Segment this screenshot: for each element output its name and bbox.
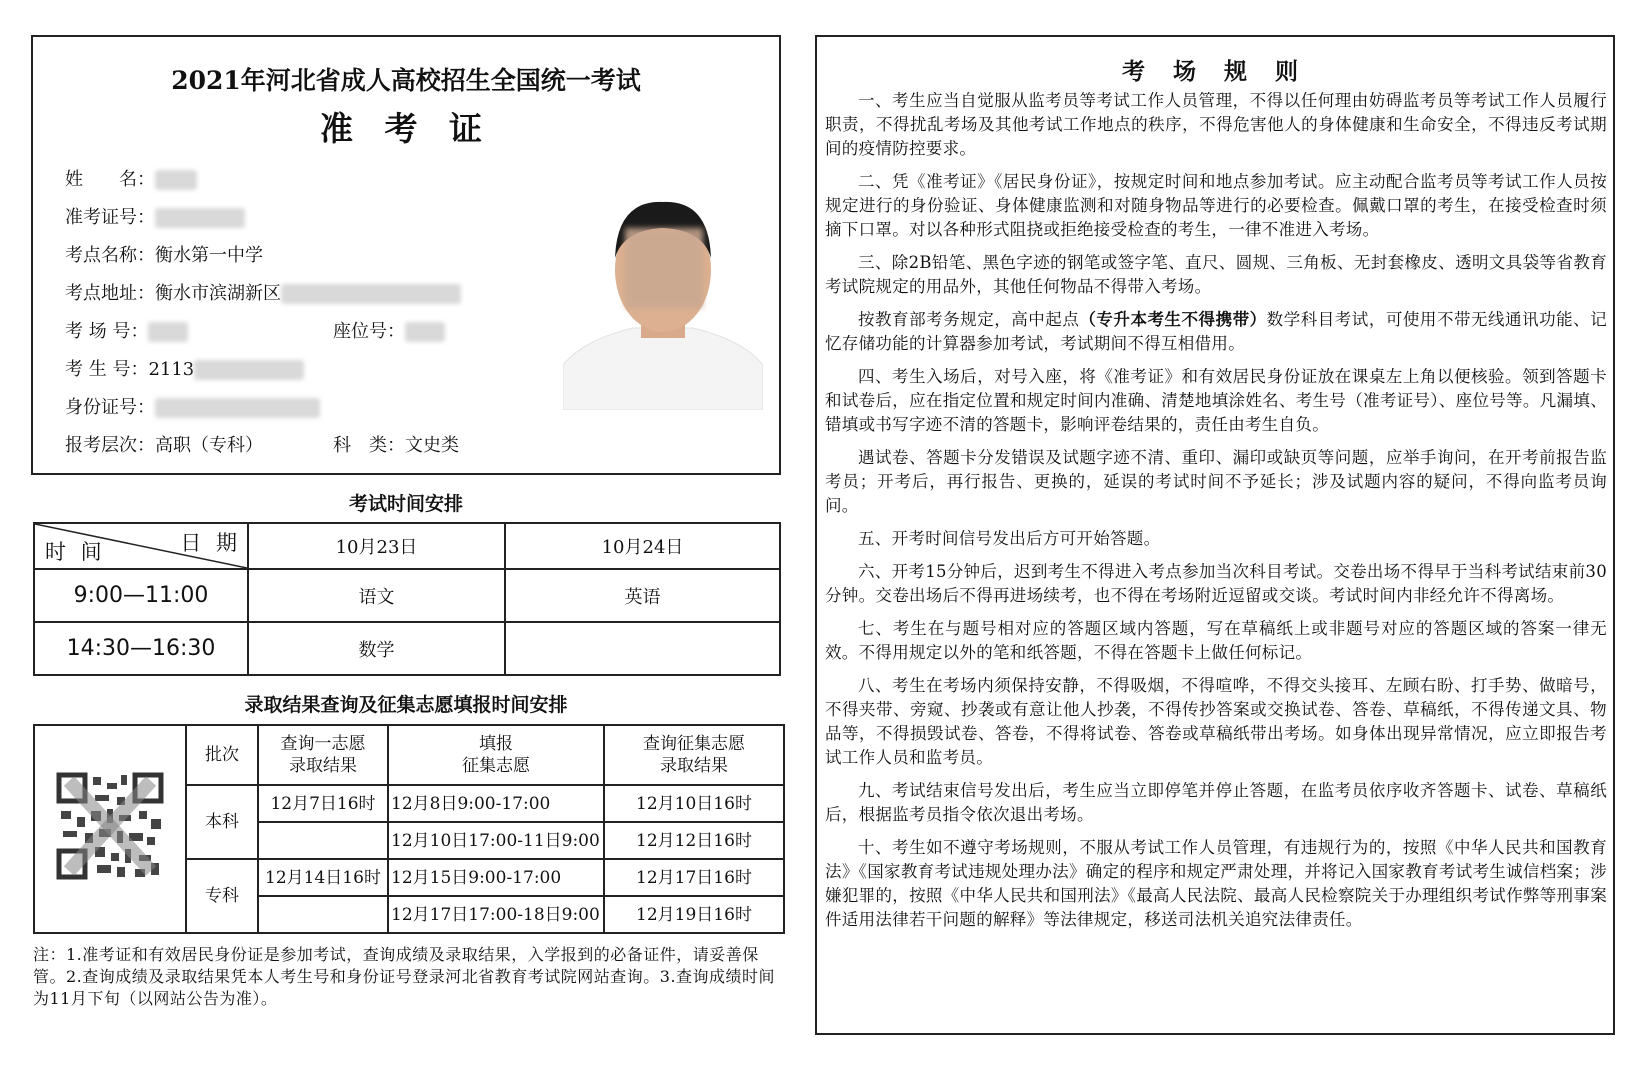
rule-item: 五、开考时间信号发出后方可开始答题。 <box>858 529 1161 548</box>
schedule-header-row <box>34 523 780 569</box>
subject-cell: 语文 <box>248 569 505 622</box>
redacted-ticket-number <box>155 208 245 228</box>
subject-cell <box>505 622 780 675</box>
rule-item: 八、考生在考场内须保持安静，不得吸烟，不得喧哗，不得交头接耳、左顾右盼、打手势、做暗号，不得夹带、旁窥、抄袭或有意让他人抄袭，不得传抄答案或交换试卷、答卷、草稿纸，不得传递文具、物品等，不得损毁试卷、答卷，不得将试卷、答卷或草稿纸带出考场。如身体出现异常情况，应立即报告考试工作人员和监考员。 <box>825 676 1607 767</box>
redacted-id-card <box>155 398 320 418</box>
batch-cell: 本科 <box>186 785 258 859</box>
category-value: 文史类 <box>405 435 459 456</box>
rule-item: 七、考生在与题号相对应的答题区域内答题，写在草稿纸上或非题号对应的答题区域的答案一律无效。不得用规定以外的笔和纸答题，不得在答题卡上做任何标记。 <box>825 619 1607 662</box>
category-label: 科 类： <box>333 435 405 456</box>
admission-header-row <box>34 725 784 785</box>
query-first-choice-header: 查询一志愿 录取结果 <box>258 725 388 785</box>
rule-item: 六、开考15分钟后，迟到考生不得进入考点参加当次科目考试。交卷出场不得早于当科考试结束前30分钟。交卷出场后不得再进场续考，也不得在考场附近逗留或交谈。考试时间内非经允许不得离场。 <box>825 562 1607 605</box>
rule-item: 一、考生应当自觉服从监考员等考试工作人员管理，不得以任何理由妨碍监考员等考试工作人员履行职责，不得扰乱考场及其他考试工作地点的秩序，不得危害他人的身体健康和生命安全，不得违反考试期间的疫情防控要求。 <box>825 91 1607 158</box>
query-supplementary-cell: 12月10日16时 <box>604 785 784 822</box>
id-card-label: 身份证号： <box>65 397 155 418</box>
diagonal-header-cell <box>34 523 248 569</box>
card-title: 2021年河北省成人高校招生全国统一考试 <box>171 66 641 95</box>
rule-item-calculator <box>825 308 1607 356</box>
student-number-label: 考 生 号： <box>65 359 149 380</box>
rule-item: 九、考试结束信号发出后，考生应当立即停笔并停止答题，在监考员依序收齐答题卡、试卷、草稿纸后，根据监考员指令依次退出考场。 <box>825 781 1607 824</box>
time-header: 时 间 <box>45 540 106 564</box>
query-supplementary-cell: 12月12日16时 <box>604 822 784 859</box>
rule-item: 三、除2B铅笔、黑色字迹的钢笔或签字笔、直尺、圆规、三角板、无封套橡皮、透明文具袋等省教育考试院规定的用品外，其他任何物品不得带入考场。 <box>825 253 1607 296</box>
room-number-field <box>65 317 188 343</box>
student-number-value: 2113 <box>148 359 195 380</box>
student-number-field <box>65 355 304 381</box>
query-first-choice-cell <box>258 896 388 933</box>
batch-cell: 专科 <box>186 859 258 933</box>
rule-text: 数学科目考试，可使用不带无线通讯功能、记忆存储功能的计算器参加考试，考试期间不得互相借用。 <box>825 310 1607 353</box>
query-first-choice-cell <box>258 822 388 859</box>
query-supplementary-cell: 12月19日16时 <box>604 896 784 933</box>
admission-ticket-card <box>31 35 781 475</box>
exam-schedule-table <box>33 522 781 676</box>
rule-item: 四、考生入场后，对号入座，将《准考证》和有效居民身份证放在课桌左上角以便核验。领到答题卡和试卷后，应在指定位置和规定时间内准确、清楚地填涂姓名、考生号（准考证号）、座位号等。凡漏填、错填或书写字迹不清的答题卡，影响评卷结果的，责任由考生自负。 <box>825 367 1607 434</box>
candidate-photo <box>563 180 763 410</box>
time-slot: 9:00—11:00 <box>34 569 248 622</box>
time-slot: 14:30—16:30 <box>34 622 248 675</box>
level-value: 高职（专科） <box>155 435 263 456</box>
subject-cell: 数学 <box>248 622 505 675</box>
admission-schedule-table <box>33 724 785 934</box>
level-field <box>65 431 263 457</box>
ticket-number-label: 准考证号： <box>65 207 155 228</box>
date-2-header: 10月24日 <box>505 523 780 569</box>
redacted-address <box>281 284 461 304</box>
rules-title: 考 场 规 则 <box>1121 58 1309 85</box>
rules-body <box>825 89 1607 941</box>
card-subtitle: 准 考 证 <box>320 109 492 148</box>
date-1-header: 10月23日 <box>248 523 505 569</box>
exam-address-value: 衡水市滨湖新区 <box>155 283 281 304</box>
exam-site-field <box>65 241 263 267</box>
rule-emphasis: （专升本考生不得携带） <box>1079 310 1267 329</box>
rule-item: 遇试卷、答题卡分发错误及试题字迹不清、重印、漏印或缺页等问题，应举手询问，在开考前报告监考员；开考后，再行报告、更换的，延误的考试时间不予延长；涉及试题内容的疑问，不得向监考员询问。 <box>825 448 1607 515</box>
fill-supplementary-cell: 12月8日9:00-17:00 <box>388 785 604 822</box>
redacted-student-number <box>194 360 304 380</box>
schedule-row <box>34 622 780 675</box>
name-field <box>65 165 197 191</box>
exam-address-label: 考点地址： <box>65 283 155 304</box>
redacted-room <box>148 322 188 342</box>
qr-code-cell <box>34 725 186 933</box>
fill-supplementary-cell: 12月17日17:00-18日9:00 <box>388 896 604 933</box>
batch-header: 批次 <box>186 725 258 785</box>
date-header: 日 期 <box>180 531 241 555</box>
seat-number-label: 座位号： <box>333 321 405 342</box>
query-first-choice-cell: 12月14日16时 <box>258 859 388 896</box>
ticket-number-field <box>65 203 245 229</box>
category-field <box>333 431 459 457</box>
schedule-row <box>34 569 780 622</box>
level-label: 报考层次： <box>65 435 155 456</box>
room-number-label: 考 场 号： <box>65 321 149 342</box>
fill-supplementary-cell: 12月15日9:00-17:00 <box>388 859 604 896</box>
rule-text: 按教育部考务规定，高中起点 <box>858 310 1080 329</box>
exam-rules-panel <box>815 35 1615 1035</box>
redacted-name <box>155 170 197 190</box>
query-supplementary-header: 查询征集志愿 录取结果 <box>604 725 784 785</box>
admission-schedule-title: 录取结果查询及征集志愿填报时间安排 <box>244 694 568 716</box>
query-first-choice-cell: 12月7日16时 <box>258 785 388 822</box>
query-supplementary-cell: 12月17日16时 <box>604 859 784 896</box>
exam-schedule-title: 考试时间安排 <box>348 493 463 515</box>
exam-site-label: 考点名称： <box>65 245 155 266</box>
qr-code-icon <box>55 771 165 881</box>
id-card-field <box>65 393 320 419</box>
seat-number-field <box>333 317 445 343</box>
name-label: 姓 名： <box>65 169 155 190</box>
footnote: 注：1.准考证和有效居民身份证是参加考试，查询成绩及录取结果，入学报到的必备证件，请妥善保管。2.查询成绩及录取结果凭本人考生号和身份证号登录河北省教育考试院网站查询。3.查询成绩时间为11月下旬（以网站公告为准）。 <box>33 945 776 1008</box>
rule-item: 二、凭《准考证》《居民身份证》，按规定时间和地点参加考试。应主动配合监考员等考试工作人员按规定进行的身份验证、身体健康监测和对随身物品等进行的必要检查。佩戴口罩的考生，在接受检查时须摘下口罩。对以各种形式阻挠或拒绝接受检查的考生，一律不准进入考场。 <box>825 172 1607 239</box>
redacted-seat <box>405 322 445 342</box>
fill-supplementary-cell: 12月10日17:00-11日9:00 <box>388 822 604 859</box>
fill-supplementary-header: 填报 征集志愿 <box>388 725 604 785</box>
rule-item: 十、考生如不遵守考场规则，不服从考试工作人员管理，有违规行为的，按照《中华人民共和国教育法》《国家教育考试违规处理办法》确定的程序和规定严肃处理，并将记入国家教育考试考生诚信档案；涉嫌犯罪的，按照《中华人民共和国刑法》《最高人民法院、最高人民检察院关于办理组织考试作弊等刑事案件适用法律若干问题的解释》等法律规定，移送司法机关追究法律责任。 <box>825 838 1607 929</box>
subject-cell: 英语 <box>505 569 780 622</box>
exam-address-field <box>65 279 461 305</box>
exam-site-value: 衡水第一中学 <box>155 245 263 266</box>
